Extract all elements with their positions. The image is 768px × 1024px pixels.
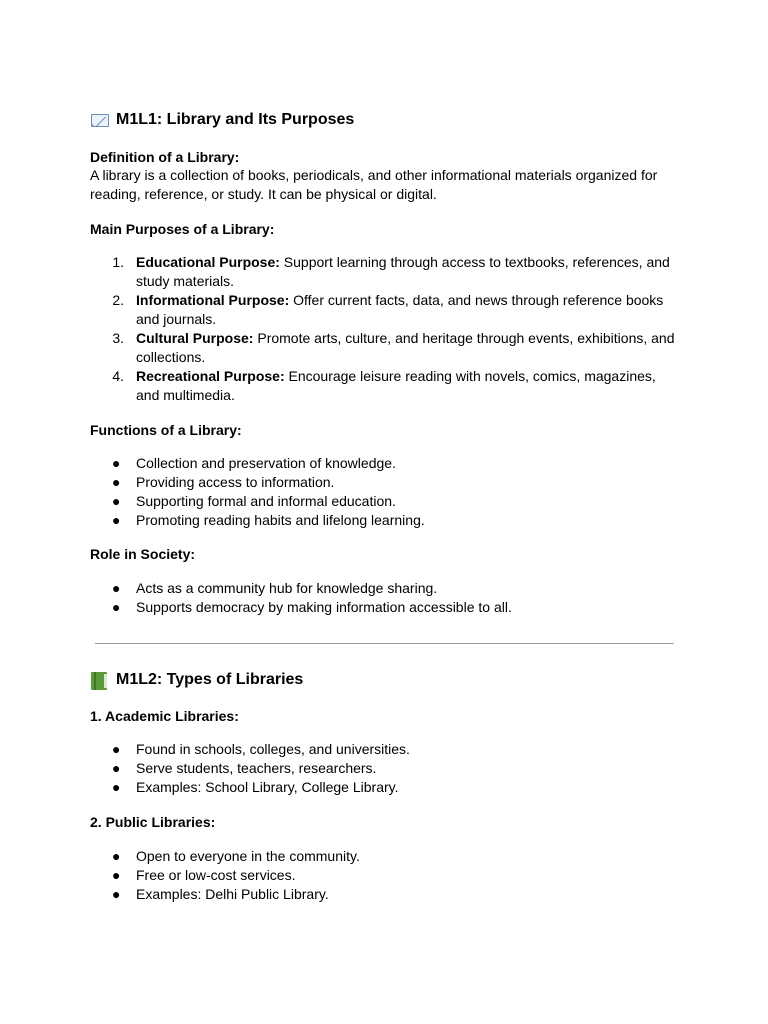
definition-text: A library is a collection of books, periodicals, and other informational materials organized for reading, reference, or study. It can be physical or digital. — [90, 167, 658, 202]
list-item — [90, 885, 680, 904]
list-item — [90, 866, 680, 885]
list-number: 4. — [112, 368, 124, 384]
list-item-text: Supports democracy by making information accessible to all. — [136, 599, 512, 615]
section-divider — [95, 643, 674, 644]
list-item — [90, 847, 680, 866]
functions-list — [90, 454, 680, 530]
purpose-text: Promote arts, culture, and heritage through events, exhibitions, and collections. — [136, 330, 675, 365]
section-title: M1L2: Types of Libraries — [116, 671, 304, 688]
purpose-text: Support learning through access to textbooks, references, and study materials. — [136, 254, 670, 289]
envelope-icon — [90, 112, 110, 128]
public-label: 2. Public Libraries: — [90, 814, 216, 830]
list-item — [90, 367, 680, 405]
bullet: ● — [112, 599, 121, 615]
bullet: ● — [112, 848, 121, 864]
list-number: 3. — [112, 330, 124, 346]
list-item — [90, 759, 680, 778]
purpose-text: Offer current facts, data, and news through reference books and journals. — [136, 292, 664, 327]
list-item — [90, 778, 680, 797]
list-item-text: Collection and preservation of knowledge. — [136, 455, 396, 471]
list-item — [90, 329, 680, 367]
role-list — [90, 579, 680, 617]
list-item-text: Examples: School Library, College Library. — [136, 779, 399, 795]
bullet: ● — [112, 493, 121, 509]
list-item — [90, 473, 680, 492]
list-item-text: Open to everyone in the community. — [136, 848, 360, 864]
bullet: ● — [112, 474, 121, 490]
section-title: M1L1: Library and Its Purposes — [116, 111, 355, 128]
bullet: ● — [112, 886, 121, 902]
purposes-label: Main Purposes of a Library: — [90, 221, 275, 237]
bullet: ● — [112, 580, 121, 596]
bullet: ● — [112, 867, 121, 883]
bullet: ● — [112, 760, 121, 776]
list-item-text: Serve students, teachers, researchers. — [136, 760, 377, 776]
bullet: ● — [112, 741, 121, 757]
list-item — [90, 291, 680, 329]
list-number: 2. — [112, 292, 124, 308]
list-item — [90, 740, 680, 759]
list-item-text: Found in schools, colleges, and universities. — [136, 741, 410, 757]
purposes-list — [90, 253, 680, 405]
list-number: 1. — [112, 254, 124, 270]
section-heading-m1l1 — [90, 110, 354, 130]
purpose-term: Informational Purpose: — [136, 292, 290, 308]
list-item — [90, 511, 680, 530]
bullet: ● — [112, 512, 121, 528]
list-item — [90, 579, 680, 598]
purpose-text: Encourage leisure reading with novels, comics, magazines, and multimedia. — [136, 368, 656, 403]
list-item-text: Examples: Delhi Public Library. — [136, 886, 329, 902]
academic-label: 1. Academic Libraries: — [90, 708, 239, 724]
list-item-text: Providing access to information. — [136, 474, 335, 490]
role-label: Role in Society: — [90, 546, 196, 562]
section-heading-m1l2 — [90, 670, 303, 690]
list-item-text: Acts as a community hub for knowledge sharing. — [136, 580, 438, 596]
definition-label: Definition of a Library: — [90, 149, 240, 165]
purpose-term: Recreational Purpose: — [136, 368, 285, 384]
green-book-icon — [90, 672, 110, 688]
academic-list — [90, 740, 680, 797]
list-item — [90, 253, 680, 291]
list-item — [90, 492, 680, 511]
bullet: ● — [112, 455, 121, 471]
public-list — [90, 847, 680, 904]
list-item-text: Supporting formal and informal education. — [136, 493, 396, 509]
purpose-term: Educational Purpose: — [136, 254, 280, 270]
list-item — [90, 454, 680, 473]
purpose-term: Cultural Purpose: — [136, 330, 254, 346]
list-item-text: Free or low-cost services. — [136, 867, 296, 883]
list-item-text: Promoting reading habits and lifelong learning. — [136, 512, 425, 528]
list-item — [90, 598, 680, 617]
bullet: ● — [112, 779, 121, 795]
functions-label: Functions of a Library: — [90, 422, 242, 438]
